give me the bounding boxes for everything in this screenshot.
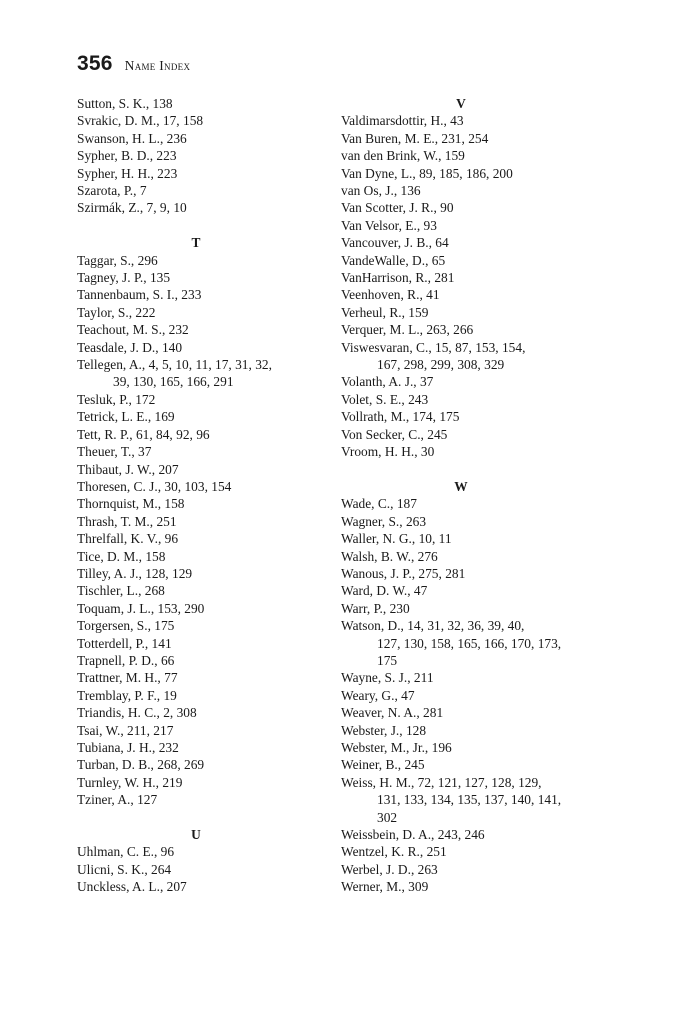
index-column-left — [77, 95, 315, 896]
entry-continuation: 127, 130, 158, 165, 166, 170, 173, — [377, 635, 562, 651]
index-entry: Von Secker, C., 245 — [341, 426, 448, 442]
index-entry — [341, 339, 581, 374]
section-t-entries — [77, 252, 315, 356]
section-gap — [77, 809, 315, 826]
section-w-entries — [341, 495, 581, 617]
index-entry — [341, 617, 581, 669]
entry-continuation: 131, 133, 134, 135, 137, 140, 141, — [377, 792, 562, 808]
entry-text: Tellegen, A., 4, 5, 10, 11, 17, 31, 32, — [77, 357, 272, 373]
page-number: 356 — [77, 52, 113, 75]
index-entry: Tagney, J. P., 135 — [77, 270, 171, 286]
index-entry: Tischler, L., 268 — [77, 583, 165, 599]
index-entry: Theuer, T., 37 — [77, 444, 152, 460]
index-entry: Taylor, S., 222 — [77, 304, 156, 320]
section-letter-u: U — [191, 827, 201, 843]
section-w-entries-3 — [341, 826, 581, 896]
index-entry: Swanson, H. L., 236 — [77, 130, 187, 146]
index-entry: VanHarrison, R., 281 — [341, 270, 455, 286]
section-v-entries-2 — [341, 373, 581, 460]
index-entry: Threlfall, K. V., 96 — [77, 531, 179, 547]
index-entry: Van Buren, M. E., 231, 254 — [341, 130, 489, 146]
index-entry: Tilley, A. J., 128, 129 — [77, 565, 193, 581]
index-entry: Teasdale, J. D., 140 — [77, 339, 183, 355]
section-letter-w: W — [454, 478, 468, 494]
index-entry: Wagner, S., 263 — [341, 513, 427, 529]
index-entry: Ward, D. W., 47 — [341, 583, 428, 599]
entry-text: Watson, D., 14, 31, 32, 36, 39, 40, — [341, 618, 525, 634]
index-entry: Teachout, M. S., 232 — [77, 322, 189, 338]
index-entry: Trattner, M. H., 77 — [77, 670, 178, 686]
section-gap — [77, 217, 315, 234]
index-entry: van den Brink, W., 159 — [341, 148, 465, 164]
section-letter-v: V — [456, 96, 466, 111]
running-head: Name Index — [124, 58, 191, 73]
index-entry: Valdimarsdottir, H., 43 — [341, 113, 464, 129]
index-entry: Van Velsor, E., 93 — [341, 217, 437, 233]
index-entry: Unckless, A. L., 207 — [77, 879, 187, 895]
index-entry: Vroom, H. H., 30 — [341, 444, 435, 460]
index-entry: Vancouver, J. B., 64 — [341, 235, 449, 251]
index-entry: Trapnell, P. D., 66 — [77, 652, 175, 668]
index-entry: Volanth, A. J., 37 — [341, 374, 434, 390]
index-entry: Turnley, W. H., 219 — [77, 774, 183, 790]
index-entry: Veenhoven, R., 41 — [341, 287, 440, 303]
index-entry: Thornquist, M., 158 — [77, 496, 185, 512]
index-entry: Verheul, R., 159 — [341, 304, 429, 320]
index-entry: Szirmák, Z., 7, 9, 10 — [77, 200, 187, 216]
index-entry: Turban, D. B., 268, 269 — [77, 757, 205, 773]
index-entry: Totterdell, P., 141 — [77, 635, 172, 651]
index-entry: Webster, J., 128 — [341, 722, 427, 738]
index-entry: Thrash, T. M., 251 — [77, 513, 177, 529]
index-entry: Sypher, H. H., 223 — [77, 165, 178, 181]
index-entry: Tubiana, J. H., 232 — [77, 740, 179, 755]
section-letter-t: T — [191, 235, 201, 251]
index-entry: Walsh, B. W., 276 — [341, 548, 438, 564]
index-entry: Warr, P., 230 — [341, 600, 410, 616]
index-entry: van Os, J., 136 — [341, 183, 421, 199]
section-u-entries — [77, 843, 315, 895]
index-entry: Taggar, S., 296 — [77, 252, 158, 268]
index-entry: Webster, M., Jr., 196 — [341, 739, 452, 755]
index-entry: Toquam, J. L., 153, 290 — [77, 600, 205, 616]
index-entry: Tannenbaum, S. I., 233 — [77, 287, 202, 303]
index-entry: Thoresen, C. J., 30, 103, 154 — [77, 478, 232, 494]
index-entry: Sutton, S. K., 138 — [77, 96, 173, 111]
index-entry: Tett, R. P., 61, 84, 92, 96 — [77, 426, 210, 442]
index-entry: Tsai, W., 211, 217 — [77, 722, 174, 738]
index-entry: Van Scotter, J. R., 90 — [341, 200, 454, 216]
entry-continuation: 175 — [377, 652, 398, 668]
index-entry: Wentzel, K. R., 251 — [341, 844, 447, 860]
index-entry: Waller, N. G., 10, 11 — [341, 531, 452, 547]
index-entry: Weaver, N. A., 281 — [341, 705, 444, 721]
section-v-entries — [341, 112, 581, 338]
entry-continuation: 167, 298, 299, 308, 329 — [377, 357, 505, 373]
index-entry: Tesluk, P., 172 — [77, 391, 156, 407]
index-entry: Weary, G., 47 — [341, 687, 415, 703]
index-entry: Svrakic, D. M., 17, 158 — [77, 113, 204, 129]
index-entry: Weiner, B., 245 — [341, 757, 425, 773]
index-entry: Verquer, M. L., 263, 266 — [341, 322, 474, 338]
index-entry: Wanous, J. P., 275, 281 — [341, 565, 466, 581]
index-entry: Wade, C., 187 — [341, 496, 417, 512]
index-entry: Ulicni, S. K., 264 — [77, 861, 172, 877]
index-entry: Thibaut, J. W., 207 — [77, 461, 179, 477]
section-gap — [341, 461, 581, 478]
index-entry: Vollrath, M., 174, 175 — [341, 409, 460, 425]
section-s-entries — [77, 95, 315, 217]
index-entry: Tetrick, L. E., 169 — [77, 409, 175, 425]
index-entry — [341, 774, 581, 826]
index-entry: Volet, S. E., 243 — [341, 391, 429, 407]
index-entry: Werner, M., 309 — [341, 879, 429, 895]
index-entry: Tziner, A., 127 — [77, 792, 158, 808]
entry-continuation: 302 — [377, 809, 398, 825]
entry-text: Viswesvaran, C., 15, 87, 153, 154, — [341, 339, 526, 355]
entry-continuation: 39, 130, 165, 166, 291 — [113, 374, 234, 390]
index-entry: Tice, D. M., 158 — [77, 548, 166, 564]
index-column-right — [341, 95, 581, 896]
section-w-entries-2 — [341, 669, 581, 773]
index-entry: Sypher, B. D., 223 — [77, 148, 177, 164]
section-t-entries-2 — [77, 391, 315, 809]
entry-text: Weiss, H. M., 72, 121, 127, 128, 129, — [341, 774, 542, 790]
index-entry: Torgersen, S., 175 — [77, 618, 175, 634]
index-entry — [77, 356, 315, 391]
index-entry: Wayne, S. J., 211 — [341, 670, 434, 686]
page-header — [77, 52, 190, 76]
index-entry: Szarota, P., 7 — [77, 183, 147, 199]
index-entry: Weissbein, D. A., 243, 246 — [341, 827, 485, 843]
index-entry: Uhlman, C. E., 96 — [77, 844, 175, 860]
index-entry: Van Dyne, L., 89, 185, 186, 200 — [341, 165, 513, 181]
index-entry: VandeWalle, D., 65 — [341, 252, 446, 268]
index-entry: Werbel, J. D., 263 — [341, 861, 438, 877]
index-entry: Triandis, H. C., 2, 308 — [77, 705, 197, 721]
index-entry: Tremblay, P. F., 19 — [77, 687, 177, 703]
